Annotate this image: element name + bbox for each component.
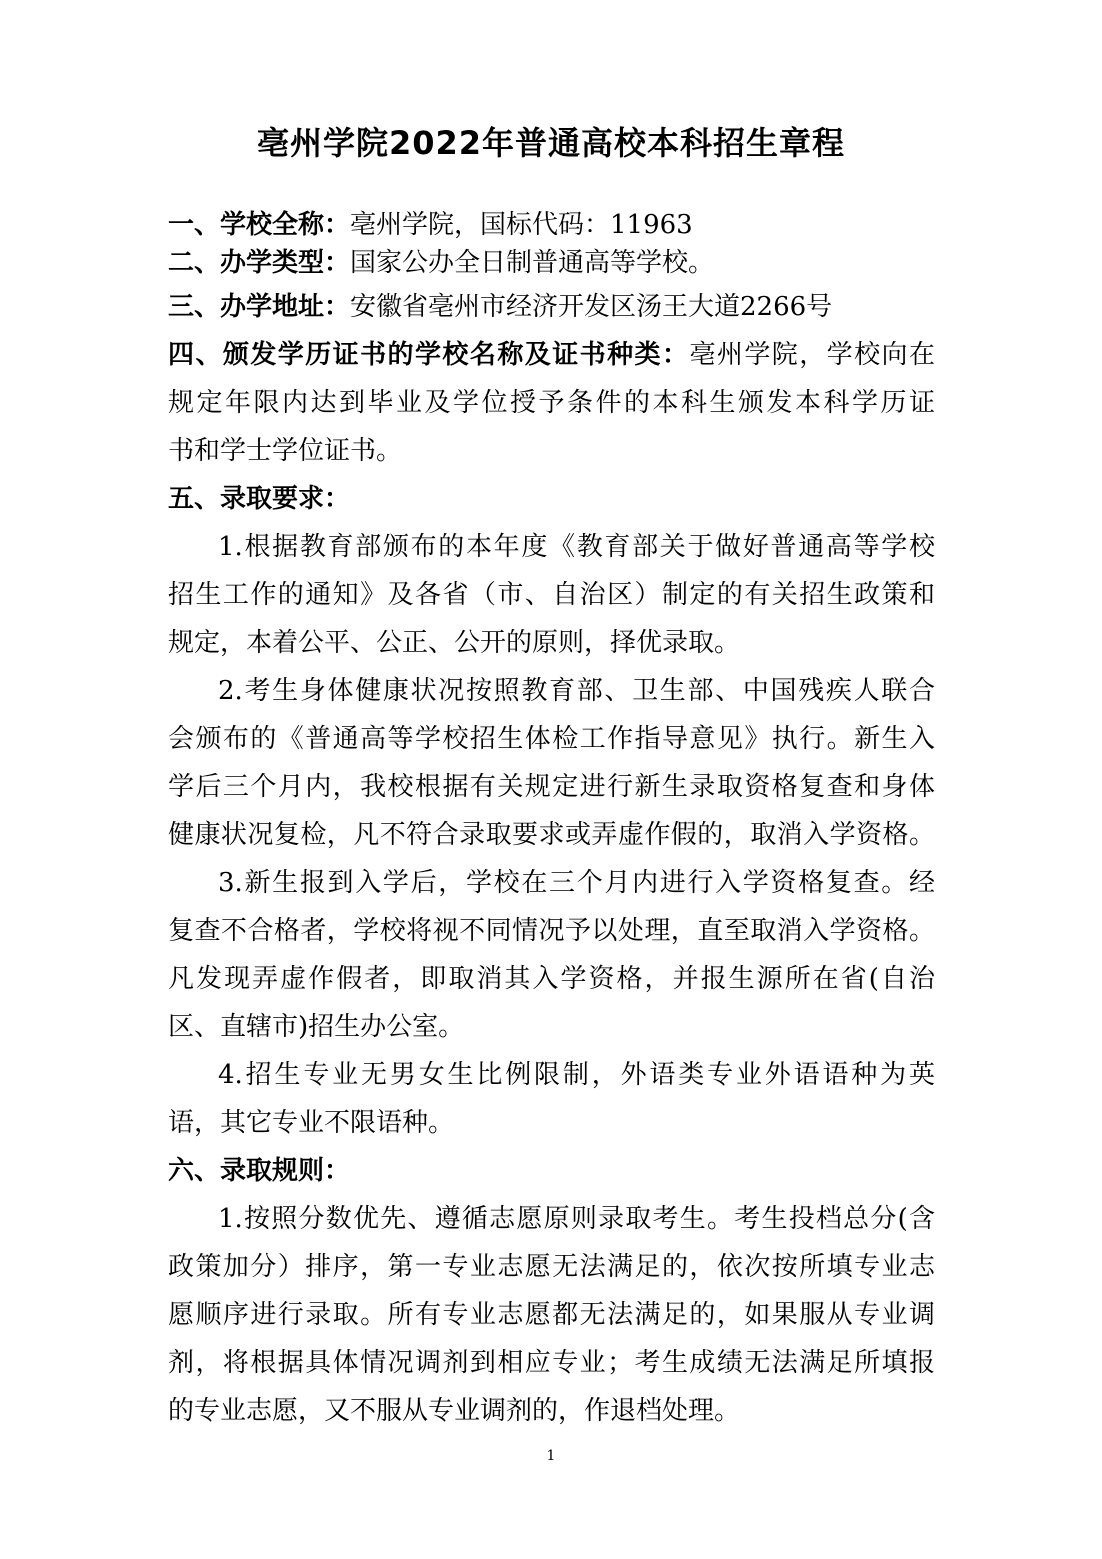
text-line (168, 914, 935, 948)
section-heading: 三、办学地址： (168, 292, 351, 322)
line-text: 安徽省亳州市经济开发区汤王大道2266号 (350, 292, 833, 322)
line-text: 语，其它专业不限语种。 (168, 1108, 455, 1138)
line-text: 亳州学院，学校向在 (689, 340, 935, 370)
text-line (218, 1202, 935, 1236)
line-text: 的专业志愿，又不服从专业调剂的，作退档处理。 (168, 1396, 741, 1426)
line-text: 亳州学院，国标代码：11963 (350, 210, 693, 240)
text-line (168, 1394, 935, 1428)
text-line (168, 386, 935, 420)
line-text: 剂，将根据具体情况调剂到相应专业；考生成绩无法满足所填报 (168, 1348, 935, 1378)
document-title: 亳州学院2022年普通高校本科招生章程 (256, 124, 846, 162)
text-line (168, 482, 935, 516)
page-number: 1 (546, 1448, 556, 1464)
text-line (168, 1298, 935, 1332)
text-line (218, 530, 935, 564)
line-text: 会颁布的《普通高等学校招生体检工作指导意见》执行。新生入 (168, 724, 935, 754)
section-heading: 四、颁发学历证书的学校名称及证书种类： (168, 340, 690, 370)
line-text: 健康状况复检，凡不符合录取要求或弄虚作假的，取消入学资格。 (168, 820, 935, 850)
text-line (168, 208, 935, 242)
line-text: 4.招生专业无男女生比例限制，外语类专业外语语种为英 (218, 1060, 935, 1090)
text-line (168, 962, 935, 996)
line-text: 凡发现弄虚作假者，即取消其入学资格，并报生源所在省(自治 (168, 964, 935, 994)
text-line (168, 434, 935, 468)
text-line (168, 338, 935, 372)
line-text: 1.按照分数优先、遵循志愿原则录取考生。考生投档总分(含 (218, 1204, 935, 1234)
text-line (168, 722, 935, 756)
line-text: 复查不合格者，学校将视不同情况予以处理，直至取消入学资格。 (168, 916, 935, 946)
line-text: 书和学士学位证书。 (168, 436, 403, 466)
text-line (168, 818, 935, 852)
text-line (168, 626, 935, 660)
text-line (168, 1010, 935, 1044)
text-line (168, 578, 935, 612)
text-line (168, 1154, 935, 1188)
line-text: 学后三个月内，我校根据有关规定进行新生录取资格复查和身体 (168, 772, 935, 802)
text-line (168, 770, 935, 804)
section-heading: 六、录取规则： (168, 1156, 351, 1186)
line-text: 1.根据教育部颁布的本年度《教育部关于做好普通高等学校 (218, 532, 935, 562)
line-text: 招生工作的通知》及各省（市、自治区）制定的有关招生政策和 (168, 580, 935, 610)
text-line (168, 246, 935, 280)
line-text: 政策加分）排序，第一专业志愿无法满足的，依次按所填专业志 (168, 1252, 935, 1282)
line-text: 愿顺序进行录取。所有专业志愿都无法满足的，如果服从专业调 (168, 1300, 935, 1330)
section-heading: 二、办学类型： (168, 248, 351, 278)
line-text: 2.考生身体健康状况按照教育部、卫生部、中国残疾人联合 (218, 676, 935, 706)
line-text: 规定，本着公平、公正、公开的原则，择优录取。 (168, 628, 741, 658)
line-text: 规定年限内达到毕业及学位授予条件的本科生颁发本科学历证 (168, 388, 935, 418)
section-heading: 一、学校全称： (168, 210, 351, 240)
line-text: 区、直辖市)招生办公室。 (168, 1012, 465, 1042)
text-line (218, 866, 935, 900)
text-line (218, 1058, 935, 1092)
line-text: 3.新生报到入学后，学校在三个月内进行入学资格复查。经 (218, 868, 935, 898)
text-line (168, 1106, 935, 1140)
text-line (218, 674, 935, 708)
section-heading: 五、录取要求： (168, 484, 351, 514)
text-line (168, 1250, 935, 1284)
line-text: 国家公办全日制普通高等学校。 (350, 248, 715, 278)
text-line (168, 1346, 935, 1380)
text-line (168, 290, 935, 324)
